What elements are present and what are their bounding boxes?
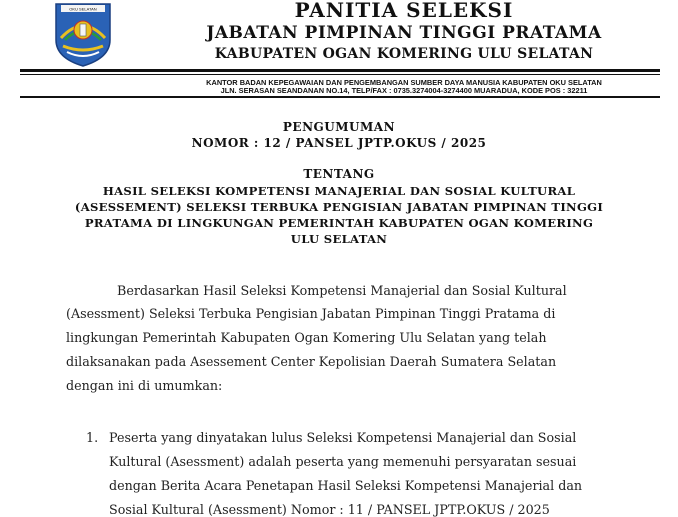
announcement-number: NOMOR : 12 / PANSEL JPTP.OKUS / 2025 (191, 136, 487, 150)
position-title: JABATAN PIMPINAN TINGGI PRATAMA (206, 23, 602, 43)
list-item-line: dengan Berita Acara Penetapan Hasil Seleksi Kompetensi Manajerial dan (109, 478, 583, 493)
about-label: TENTANG (303, 167, 375, 181)
address-rule (20, 96, 660, 98)
list-item-number: 1. (86, 430, 99, 445)
office-contact-line: JLN. SERASAN SEANDANAN NO.14, TELP/FAX : 0735.3274004-3274400 MUARADUA, KODE POS : 32211 (220, 86, 588, 95)
paragraph-line: Berdasarkan Hasil Seleksi Kompetensi Manajerial dan Sosial Kultural (117, 283, 567, 298)
subject-line: HASIL SELEKSI KOMPETENSI MANAJERIAL DAN SOSIAL KULTURAL (102, 184, 576, 198)
regency-title: KABUPATEN OGAN KOMERING ULU SELATAN (214, 46, 594, 62)
committee-title: PANITIA SELEKSI (294, 0, 514, 22)
list-item-line: Kultural (Asessment) adalah peserta yang memenuhi persyaratan sesuai (109, 454, 577, 469)
header-rule-thick (20, 69, 660, 72)
header-rule-thin (20, 74, 660, 75)
paragraph-line: (Asessment) Seleksi Terbuka Pengisian Jabatan Pimpinan Tinggi Pratama di (66, 306, 556, 321)
subject-line: (ASESSEMENT) SELEKSI TERBUKA PENGISIAN JABATAN PIMPINAN TINGGI (74, 200, 604, 214)
announcement-label: PENGUMUMAN (282, 120, 396, 134)
subject-line: ULU SELATAN (290, 232, 388, 246)
paragraph-line: dengan ini di umumkan: (66, 378, 223, 393)
paragraph-line: lingkungan Pemerintah Kabupaten Ogan Komering Ulu Selatan yang telah (66, 330, 547, 345)
subject-line: PRATAMA DI LINGKUNGAN PEMERINTAH KABUPATEN OGAN KOMERING (84, 216, 594, 230)
logo-caption-text: OKU SELATAN (69, 6, 97, 12)
regency-emblem-logo (53, 0, 113, 68)
list-item-line: Sosial Kultural (Asessment) Nomor : 11 / PANSEL JPTP.OKUS / 2025 (109, 502, 550, 517)
list-item-line: Peserta yang dinyatakan lulus Seleksi Kompetensi Manajerial dan Sosial (109, 430, 577, 445)
paragraph-line: dilaksanakan pada Asessement Center Kepolisian Daerah Sumatera Selatan (66, 354, 557, 369)
office-address-line: KANTOR BADAN KEPEGAWAIAN DAN PENGEMBANGAN SUMBER DAYA MANUSIA KABUPATEN OKU SELATAN (206, 78, 602, 87)
